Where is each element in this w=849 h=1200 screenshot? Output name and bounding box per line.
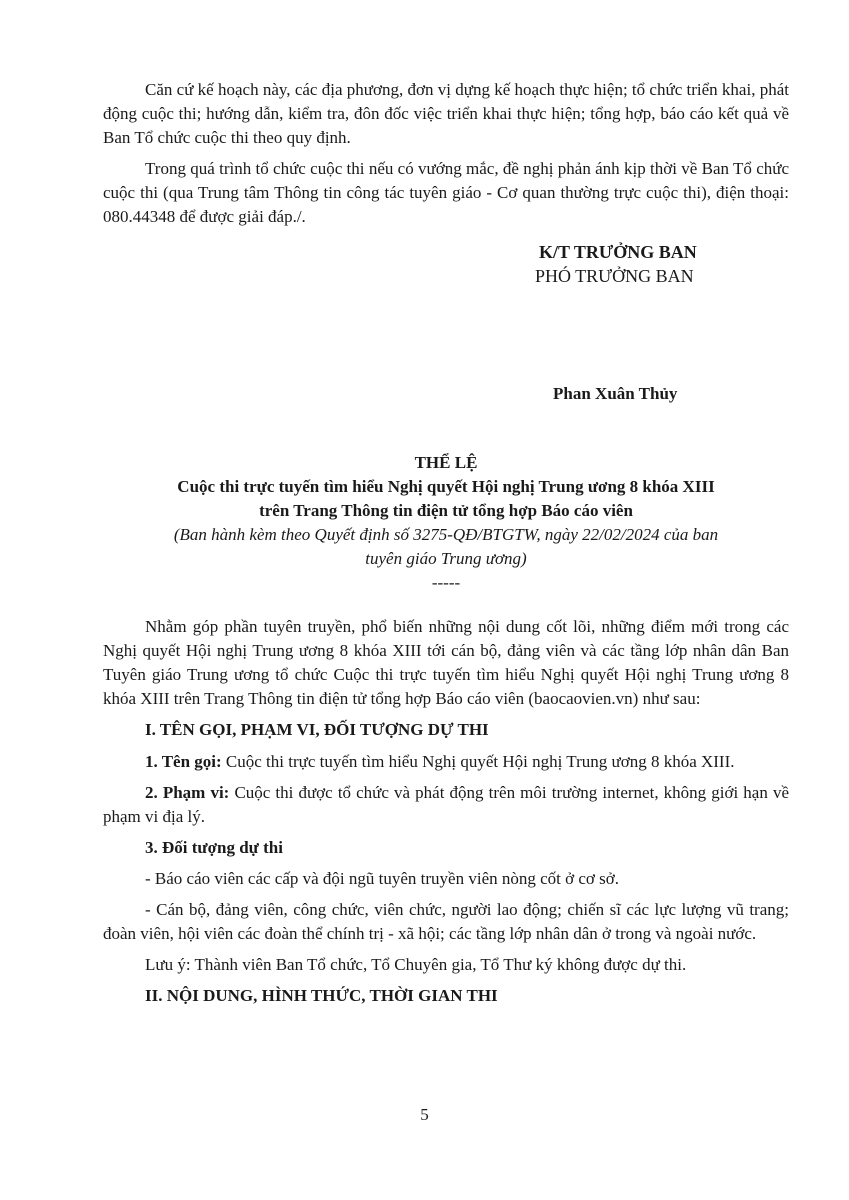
item-2-paragraph (103, 781, 789, 829)
separator: ----- (431, 573, 461, 592)
closing-paragraph-1: Căn cứ kế hoạch này, các địa phương, đơn vị dựng kế hoạch thực hiện; tổ chức triển khai, phát động cuộc thi; hướng dẫn, kiểm tra, đôn đốc việc triển khai thực hiện; tổng hợp, báo cáo kết quả về Ban Tổ chức cuộc thi theo quy định. (103, 80, 789, 147)
page-number: 5 (420, 1105, 429, 1124)
item-3-label: 3. Đối tượng dự thi (145, 838, 283, 857)
rules-subtitle-line-2: trên Trang Thông tin điện tử tổng hợp Báo cáo viên (259, 501, 633, 520)
section-2-heading: II. NỘI DUNG, HÌNH THỨC, THỜI GIAN THI (145, 986, 498, 1005)
rules-subtitle-line-1: Cuộc thi trực tuyến tìm hiểu Nghị quyết Hội nghị Trung ương 8 khóa XIII (177, 477, 715, 496)
closing-paragraph-2: Trong quá trình tổ chức cuộc thi nếu có vướng mắc, đề nghị phản ánh kịp thời về Ban Tổ chức cuộc thi (qua Trung tâm Thông tin công tác tuyên giáo - Cơ quan thường trực cuộc thi), điện thoại: 080.44348 để được giải đáp./. (103, 159, 789, 226)
item-1-label: 1. Tên gọi: (145, 752, 222, 771)
item-2-label: 2. Phạm vi: (145, 783, 230, 802)
signature-title: K/T TRƯỞNG BAN (539, 242, 697, 262)
signature-subtitle: PHÓ TRƯỞNG BAN (535, 266, 694, 286)
section-1-heading: I. TÊN GỌI, PHẠM VI, ĐỐI TƯỢNG DỰ THI (145, 720, 489, 739)
rules-note-line-1: (Ban hành kèm theo Quyết định số 3275-QĐ/BTGTW, ngày 22/02/2024 của ban (173, 525, 719, 544)
item-1-text: Cuộc thi trực tuyến tìm hiểu Nghị quyết Hội nghị Trung ương 8 khóa XIII. (221, 752, 735, 771)
intro-paragraph: Nhằm góp phần tuyên truyền, phổ biến những nội dung cốt lõi, những điểm mới trong các Nghị quyết Hội nghị Trung ương 8 khóa XIII tới cán bộ, đảng viên và các tầng lớp nhân dân Ban Tuyên giáo Trung ương tổ chức Cuộc thi trực tuyến tìm hiểu Nghị quyết Hội nghị Trung ương 8 khóa XIII trên Trang Thông tin điện tử tổng hợp Báo cáo viên (baocaovien.vn) như sau: (103, 617, 789, 708)
item-1-paragraph (103, 750, 789, 774)
bullet-1: - Báo cáo viên các cấp và đội ngũ tuyên truyền viên nòng cốt ở cơ sở. (145, 869, 620, 888)
signer-name: Phan Xuân Thủy (553, 384, 678, 403)
document-page (103, 78, 789, 1016)
rules-note-line-2: tuyên giáo Trung ương) (365, 549, 527, 568)
signature-block (103, 236, 789, 403)
bullet-2: - Cán bộ, đảng viên, công chức, viên chức, người lao động; chiến sĩ các lực lượng vũ trang; đoàn viên, hội viên các đoàn thể chính trị - xã hội; các tầng lớp nhân dân ở trong và ngoài nước. (103, 900, 789, 943)
item-2-text: Cuộc thi được tổ chức và phát động trên môi trường internet, không giới hạn về phạm vi địa lý. (103, 783, 789, 826)
rules-title: THỂ LỆ (414, 453, 478, 472)
note-paragraph: Lưu ý: Thành viên Ban Tổ chức, Tổ Chuyên gia, Tổ Thư ký không được dự thi. (145, 955, 687, 974)
